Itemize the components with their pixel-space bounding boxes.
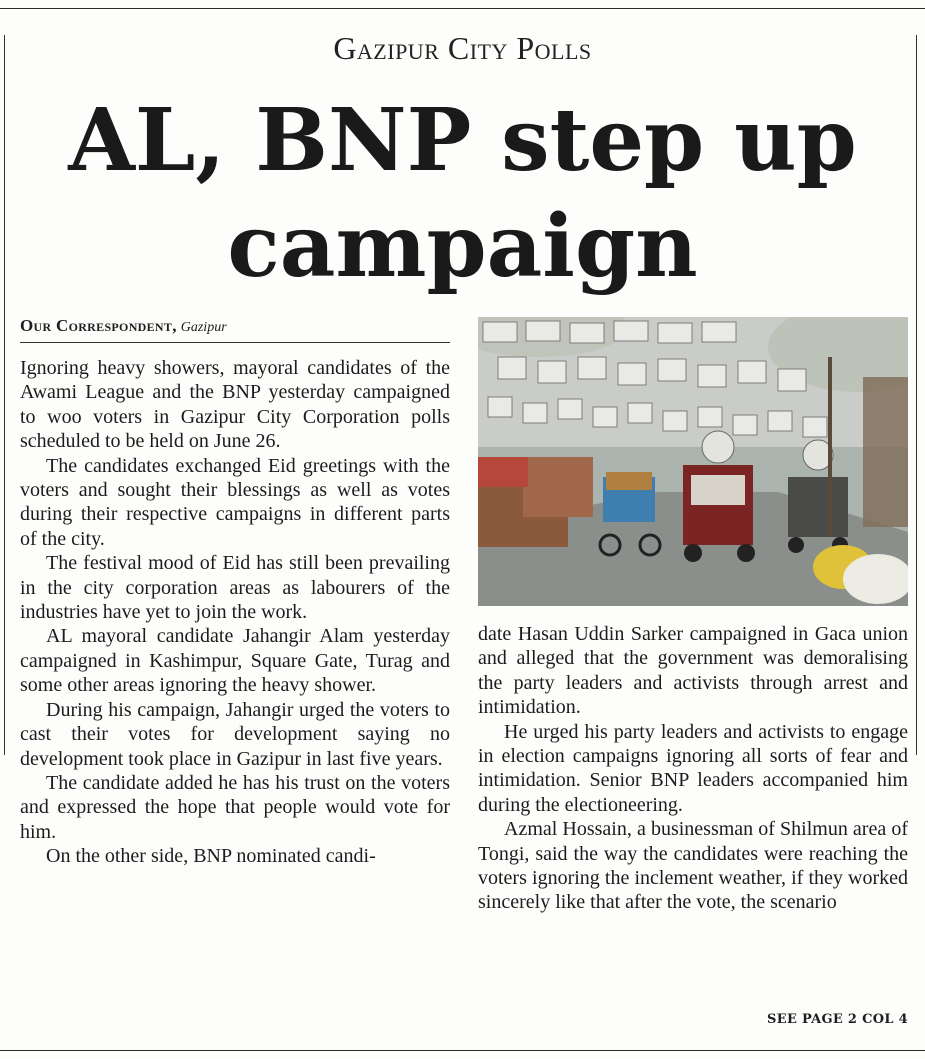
paragraph: The festival mood of Eid has still been prevailing in the city corporation areas as labourers of the industries have yet to join the work. [20,552,450,624]
paragraph: On the other side, BNP nominated candi- [46,845,376,868]
top-rule [0,8,925,9]
section-kicker: Gazipur City Polls [333,30,592,66]
paragraph: Azmal Hossain, a businessman of Shilmun area of Tongi, said the way the candidates were reaching the voters ignoring the inclement weather, if they worked sincerely like that after the vote, the scenario [478,818,908,914]
paragraph: The candidates exchanged Eid greetings with the voters and sought their blessings as well as votes during their respective campaigns in different parts of the city. [20,454,450,550]
byline-location: Gazipur [180,320,227,335]
paragraph: The candidate added he has his trust on the voters and expressed the hope that people would vote for him. [20,771,450,843]
paragraph: He urged his party leaders and activists to engage in election campaigns ignoring all sorts of fear and intimidation. Senior BNP leaders accompanied him during the electioneering. [478,720,908,816]
campaign-street-photo [478,317,908,606]
headline: AL, BNP step up campaign [68,90,857,297]
paragraph: Ignoring heavy showers, mayoral candidates of the Awami League and the BNP yesterday campaigned to woo voters in Gazipur City Corporation polls scheduled to be held on June 26. [20,357,450,453]
paragraph: date Hasan Uddin Sarker campaigned in Gaca union and alleged that the government was demoralising the party leaders and activists through arrest and intimidation. [478,623,908,719]
paragraph: During his campaign, Jahangir urged the voters to cast their votes for development saying no development took place in Gazipur in last five years. [20,698,450,770]
photo-illustration [478,317,908,606]
paragraph: AL mayoral candidate Jahangir Alam yesterday campaigned in Kashimpur, Square Gate, Turag and some other areas ignoring the heavy shower. [20,625,450,697]
bottom-rule [0,1050,925,1051]
article-column-left [20,356,450,869]
article-column-right [478,622,908,915]
byline-author: Our Correspondent, [20,316,177,335]
byline [20,316,450,343]
continuation-link[interactable]: SEE PAGE 2 COL 4 [767,1012,908,1027]
